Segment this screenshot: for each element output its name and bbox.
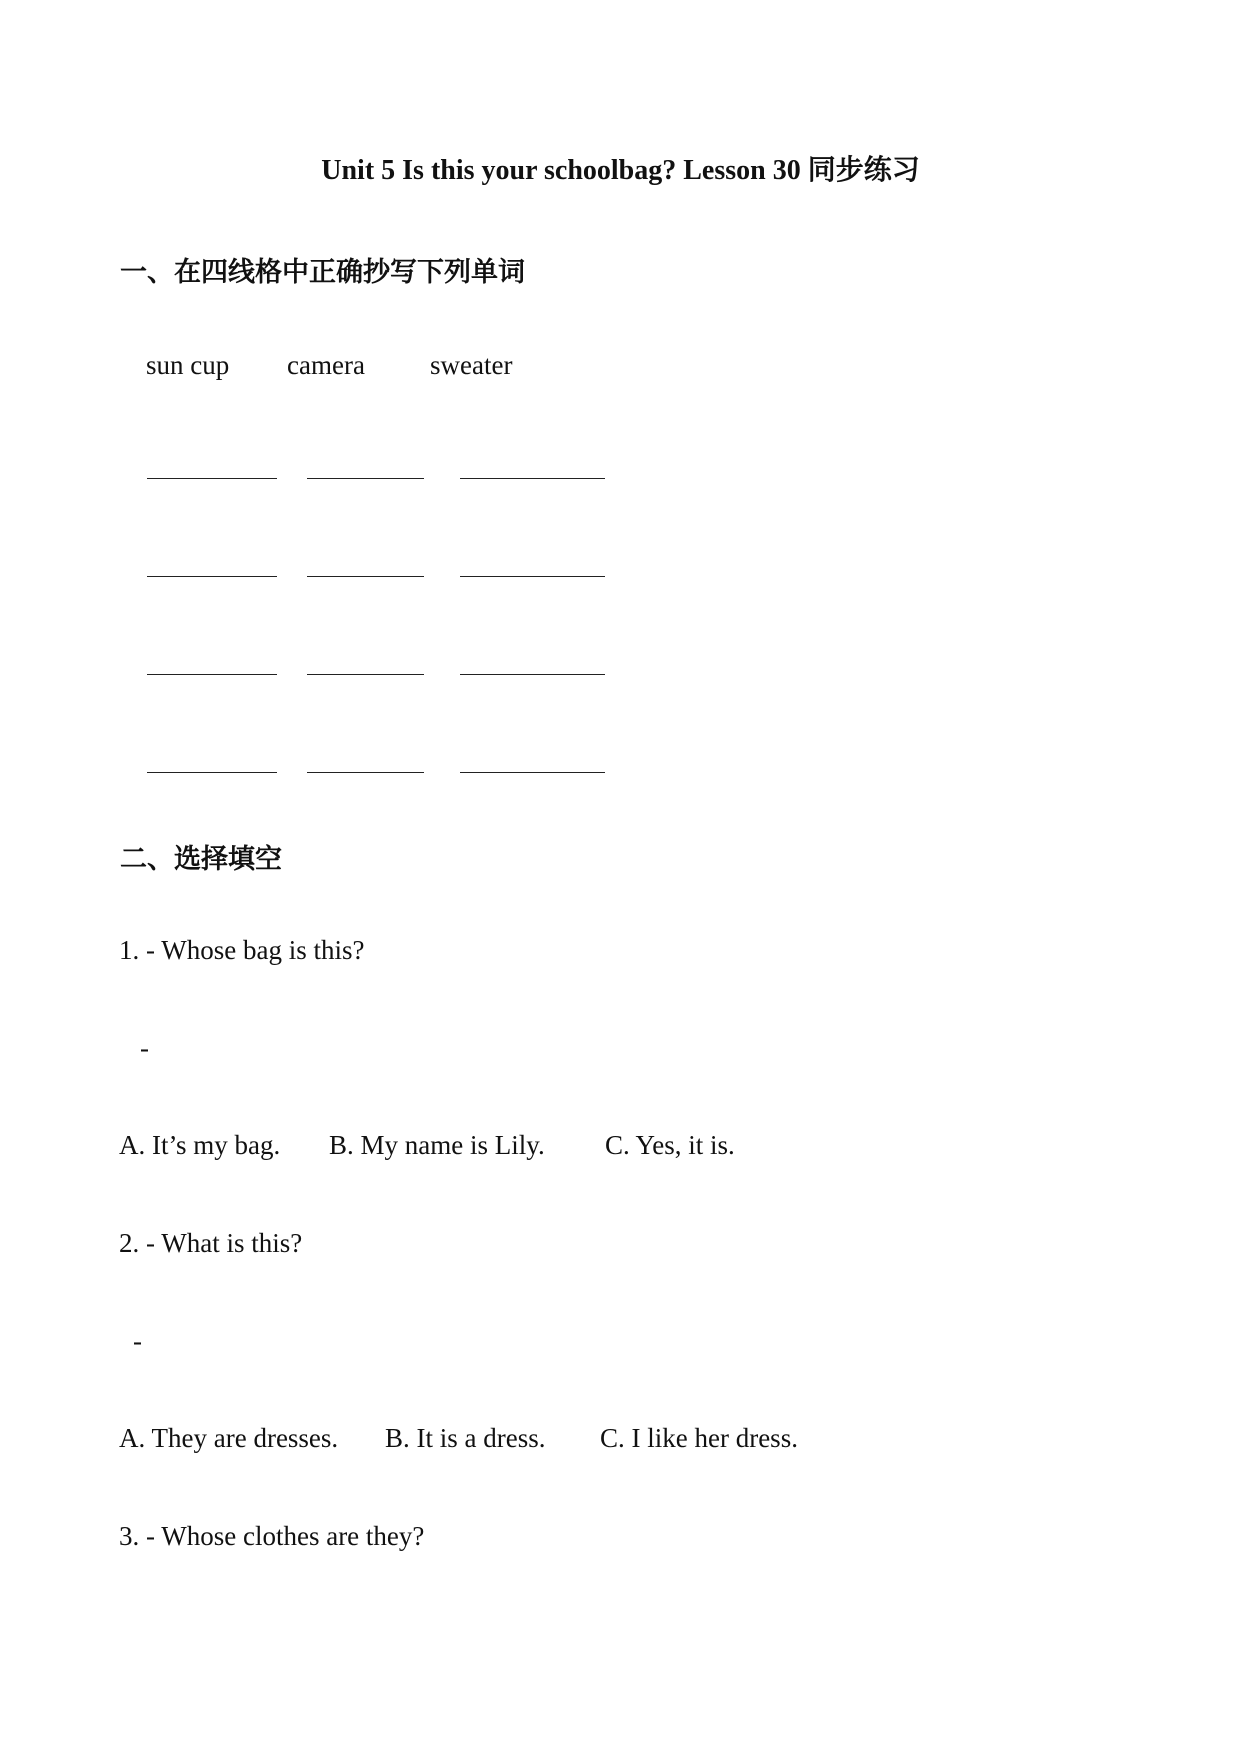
question-1-option-a: A. It’s my bag.: [119, 1130, 281, 1160]
copy-word-1: sun cup: [146, 350, 230, 380]
writing-line[interactable]: [147, 478, 277, 479]
writing-line[interactable]: [307, 674, 424, 675]
question-3-prompt: 3. - Whose clothes are they?: [119, 1521, 425, 1551]
writing-line[interactable]: [147, 576, 277, 577]
question-2-option-b: B. It is a dress.: [385, 1423, 546, 1453]
section-1-heading: 一、在四线格中正确抄写下列单词: [120, 257, 525, 288]
copy-word-3: sweater: [430, 350, 513, 380]
question-1-answer-dash: -: [140, 1033, 149, 1063]
worksheet-title: Unit 5 Is this your schoolbag? Lesson 30 同步练习: [321, 155, 920, 186]
writing-line[interactable]: [460, 576, 605, 577]
section-2-heading: 二、选择填空: [120, 844, 282, 875]
writing-line[interactable]: [147, 772, 277, 773]
writing-line[interactable]: [147, 674, 277, 675]
writing-line[interactable]: [307, 478, 424, 479]
question-1-prompt: 1. - Whose bag is this?: [119, 935, 365, 965]
question-2-prompt: 2. - What is this?: [119, 1228, 303, 1258]
question-1-option-b: B. My name is Lily.: [329, 1130, 545, 1160]
writing-line[interactable]: [307, 576, 424, 577]
question-1-option-c: C. Yes, it is.: [605, 1130, 735, 1160]
question-2-option-a: A. They are dresses.: [119, 1423, 339, 1453]
writing-line[interactable]: [460, 772, 605, 773]
writing-line[interactable]: [460, 674, 605, 675]
writing-line[interactable]: [460, 478, 605, 479]
question-2-option-c: C. I like her dress.: [600, 1423, 798, 1453]
copy-word-2: camera: [287, 350, 365, 380]
writing-line[interactable]: [307, 772, 424, 773]
question-2-answer-dash: -: [133, 1326, 142, 1356]
